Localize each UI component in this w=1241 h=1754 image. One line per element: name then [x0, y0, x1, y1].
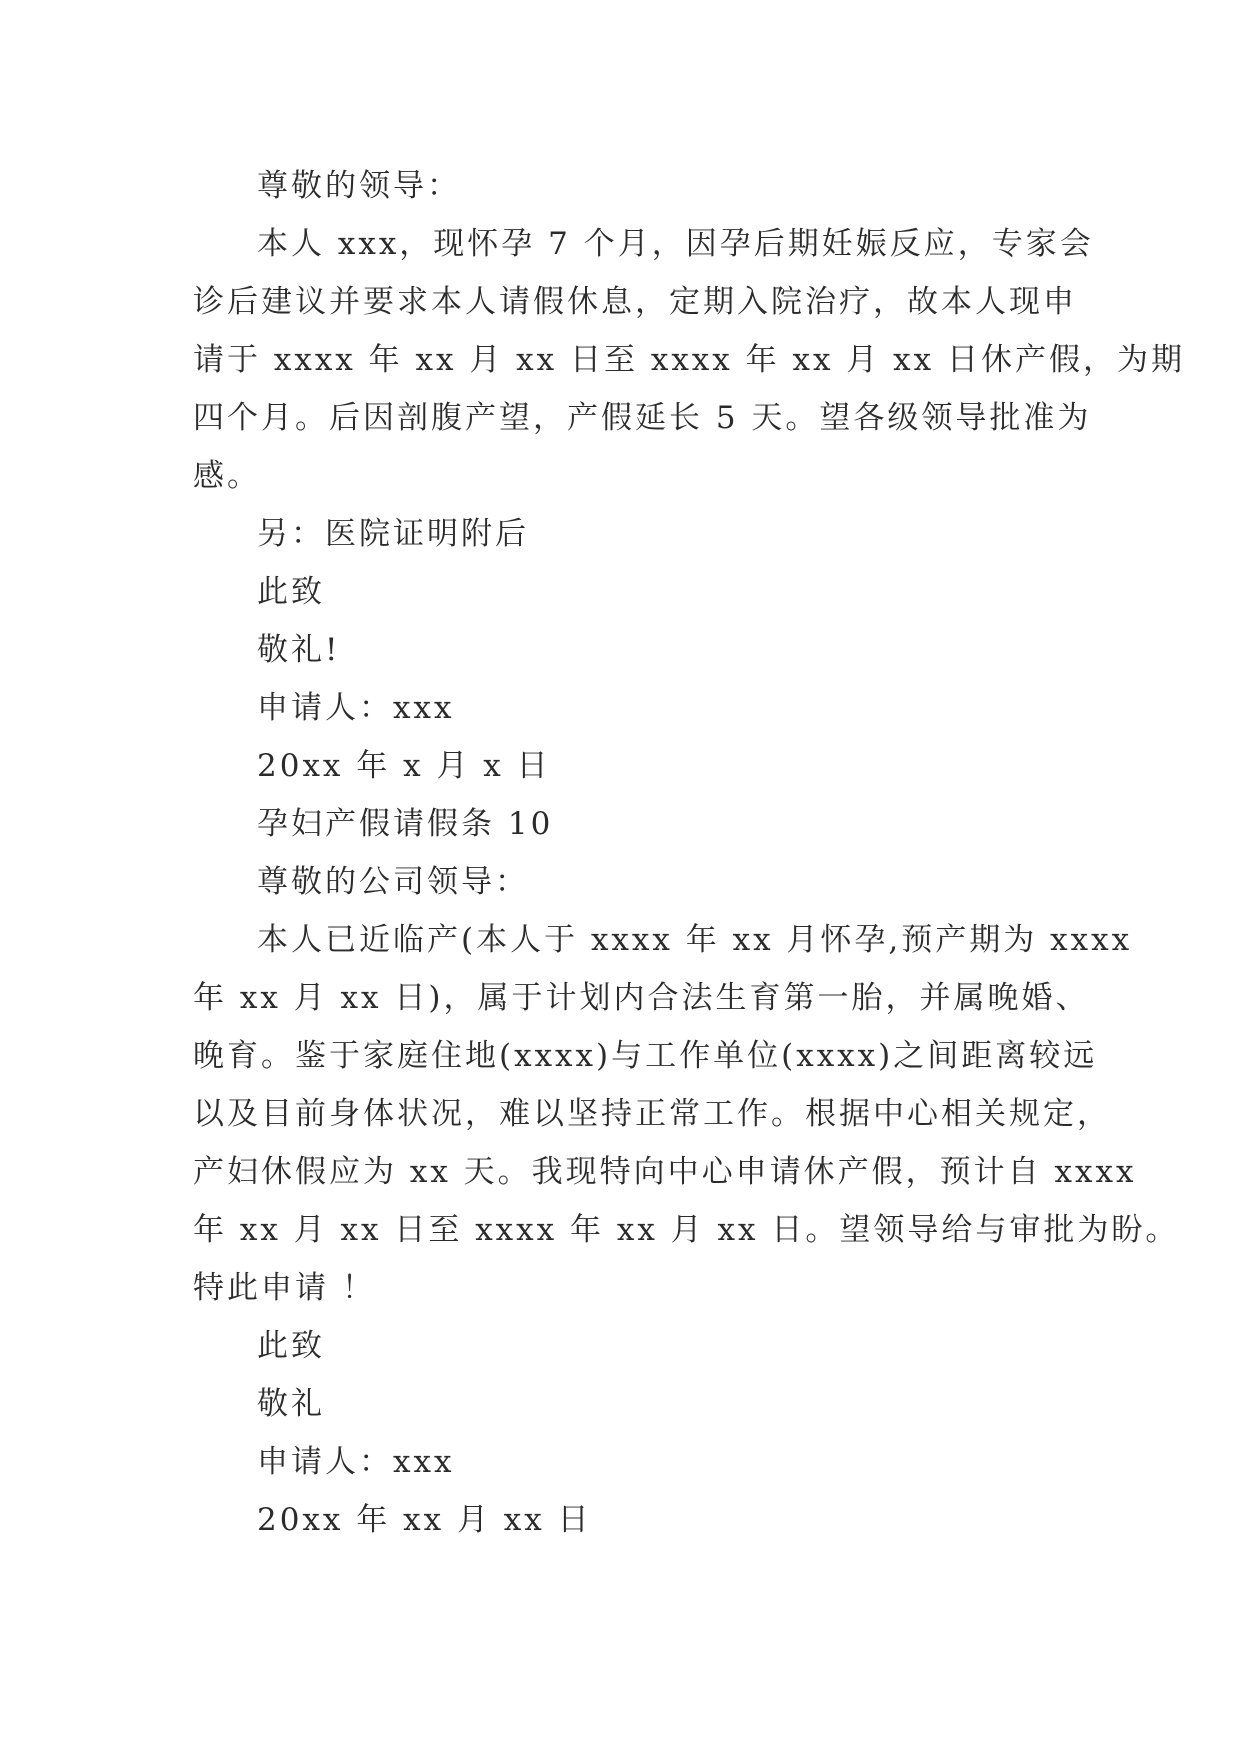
section-title: 孕妇产假请假条 10	[257, 806, 554, 842]
letter2-closing-jingli: 敬礼	[257, 1386, 325, 1422]
letter2-body-line: 本人已近临产(本人于 xxxx 年 xx 月怀孕,预产期为 xxxx	[257, 922, 1133, 958]
letter1-salutation: 尊敬的领导：	[257, 168, 461, 204]
letter2-body-line: 产妇休假应为 xx 天。我现特向中心申请休产假，预计自 xxxx	[193, 1154, 1137, 1190]
letter1-closing-jingli: 敬礼!	[257, 632, 341, 668]
letter2-salutation: 尊敬的公司领导：	[257, 864, 529, 900]
letter1-body-line: 请于 xxxx 年 xx 月 xx 日至 xxxx 年 xx 月 xx 日休产假，为期	[193, 342, 1185, 378]
letter1-applicant: 申请人：xxx	[257, 690, 455, 726]
letter2-date: 20xx 年 xx 月 xx 日	[257, 1502, 592, 1538]
letter2-applicant: 申请人：xxx	[257, 1444, 455, 1480]
letter1-body-line: 本人 xxx，现怀孕 7 个月，因孕后期妊娠反应，专家会	[257, 226, 1094, 262]
letter2-body-line: 特此申请 ！	[193, 1270, 376, 1306]
letter1-note: 另：医院证明附后	[257, 516, 529, 552]
letter2-body-line: 年 xx 月 xx 日至 xxxx 年 xx 月 xx 日。望领导给与审批为盼。	[193, 1212, 1180, 1248]
letter1-body-line: 感。	[193, 458, 261, 494]
letter2-body-line: 以及目前身体状况，难以坚持正常工作。根据中心相关规定，	[193, 1096, 1111, 1132]
letter1-body-line: 四个月。后因剖腹产望，产假延长 5 天。望各级领导批准为	[193, 400, 1092, 436]
letter2-body-line: 年 xx 月 xx 日)，属于计划内合法生育第一胎，并属晚婚、	[193, 980, 1090, 1016]
letter2-closing-cizhi: 此致	[257, 1328, 325, 1364]
letter1-closing-cizhi: 此致	[257, 574, 325, 610]
letter1-date: 20xx 年 x 月 x 日	[257, 748, 551, 784]
letter2-body-line: 晚育。鉴于家庭住地(xxxx)与工作单位(xxxx)之间距离较远	[193, 1038, 1098, 1074]
letter1-body-line: 诊后建议并要求本人请假休息，定期入院治疗，故本人现申	[193, 284, 1077, 320]
